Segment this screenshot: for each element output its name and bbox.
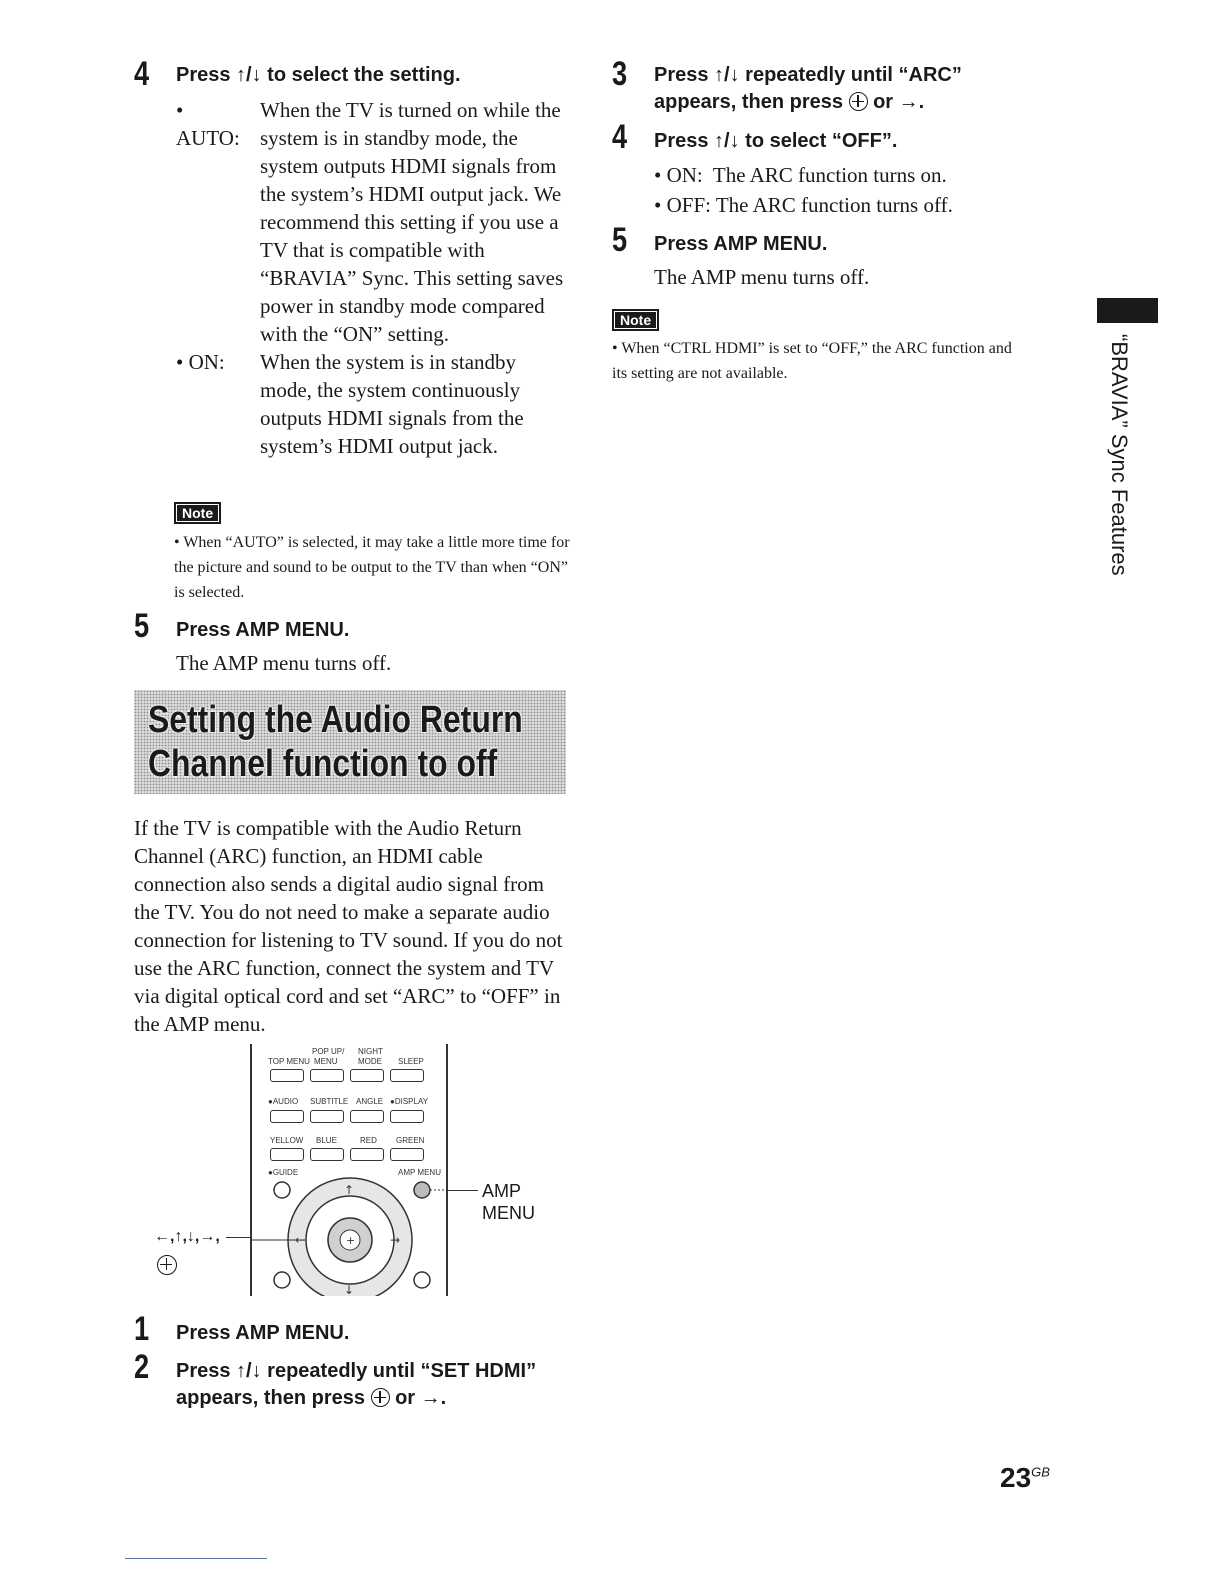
step-heading-part: or →. <box>873 91 925 113</box>
note-badge: Note <box>174 502 221 524</box>
option-list <box>176 96 568 460</box>
remote-label: SLEEP <box>398 1057 424 1066</box>
remote-label: YELLOW <box>270 1136 304 1145</box>
remote-label: RED <box>360 1136 377 1145</box>
remote-button[interactable] <box>350 1069 384 1082</box>
note-text: • When “CTRL HDMI” is set to “OFF,” the ARC function and its setting are not available. <box>612 340 1012 382</box>
remote-label: BLUE <box>316 1136 337 1145</box>
option-key: • AUTO: <box>176 98 240 150</box>
callout-line <box>226 1237 250 1238</box>
section-tab-marker <box>1097 298 1158 323</box>
option-desc: When the system is in standby mode, the system continuously outputs HDMI signals from the system’s HDMI output jack. <box>260 350 524 458</box>
enter-icon <box>157 1255 177 1277</box>
remote-button[interactable] <box>270 1110 304 1123</box>
section-title-line1: Setting the Audio Return <box>148 699 523 741</box>
step-heading: Press AMP MENU. <box>654 233 828 255</box>
remote-dpad-drawing <box>250 1174 448 1296</box>
step-number: 5 <box>134 607 150 645</box>
remote-label: GREEN <box>396 1136 425 1145</box>
section-banner <box>134 690 566 794</box>
remote-illustration <box>250 1044 450 1296</box>
option-desc: When the TV is turned on while the system is in standby mode, the system outputs HDMI signals from the system’s HDMI output jack. We recommend this setting if you use a TV that is compatible with “BRAVIA” Sync. This setting saves power in standby mode compared with the “ON” setting. <box>260 98 564 346</box>
option-on <box>176 348 568 460</box>
step-number: 4 <box>612 118 628 156</box>
enter-icon <box>371 1388 390 1407</box>
step-heading: Press ↑/↓ to select “OFF”. <box>654 130 898 152</box>
amp-menu-callout <box>482 1180 535 1224</box>
options-button[interactable] <box>414 1272 430 1288</box>
remote-label: SUBTITLE <box>310 1097 349 1106</box>
footer-rule <box>125 1558 267 1559</box>
remote-button[interactable] <box>310 1148 344 1161</box>
remote-label: ●GUIDE <box>268 1168 299 1177</box>
remote-label: TOP MENU <box>268 1057 310 1066</box>
step-heading-line <box>654 89 1054 116</box>
step-number: 4 <box>134 55 150 93</box>
note-badge: Note <box>612 309 659 331</box>
step-heading: Press ↑/↓ to select the setting. <box>176 64 461 86</box>
step-number: 5 <box>612 221 628 259</box>
remote-label: POP UP/ <box>312 1047 345 1056</box>
page-number-suffix: GB <box>1031 1464 1050 1480</box>
step-heading-part: appears, then press <box>654 91 843 113</box>
remote-label: ●DISPLAY <box>390 1097 429 1106</box>
callout-line2: MENU <box>482 1203 535 1223</box>
down-arrow-icon[interactable]: ↓ <box>344 1283 355 1296</box>
step-heading: Press AMP MENU. <box>176 1322 350 1344</box>
remote-button[interactable] <box>350 1110 384 1123</box>
remote-button[interactable] <box>310 1110 344 1123</box>
bullet-item: • ON: The ARC function turns on. <box>654 163 947 187</box>
option-auto <box>176 96 568 348</box>
remote-label: MODE <box>358 1057 382 1066</box>
remote-button[interactable] <box>270 1148 304 1161</box>
step-heading-part: or →. <box>395 1387 447 1409</box>
right-arrow-icon[interactable]: → <box>390 1233 401 1247</box>
step-heading <box>176 1358 576 1412</box>
callout-line <box>448 1190 478 1191</box>
remote-label: ●AUDIO <box>268 1097 299 1106</box>
remote-label: NIGHT <box>358 1047 383 1056</box>
step-number: 2 <box>134 1348 150 1386</box>
remote-button[interactable] <box>390 1069 424 1082</box>
remote-button[interactable] <box>350 1148 384 1161</box>
step-body: The AMP menu turns off. <box>654 265 870 289</box>
option-key: • ON: <box>176 350 225 374</box>
step-number: 3 <box>612 55 628 93</box>
section-title-line2: Channel function to off <box>148 743 498 785</box>
bullet-item: • OFF: The ARC function turns off. <box>654 193 953 217</box>
page-number-value: 23 <box>1000 1462 1032 1493</box>
page-number <box>1000 1462 1050 1494</box>
note-text: • When “AUTO” is selected, it may take a little more time for the picture and sound to be output to the TV than when “ON” is selected. <box>174 534 570 601</box>
amp-menu-button[interactable] <box>414 1182 430 1198</box>
step-number: 1 <box>134 1310 150 1348</box>
step-heading-line: Press ↑/↓ repeatedly until “SET HDMI” <box>176 1360 537 1382</box>
up-arrow-icon: + <box>346 1234 356 1247</box>
arrows-callout: ←,↑,↓,→, <box>154 1228 220 1245</box>
step-body: The AMP menu turns off. <box>176 651 392 675</box>
remote-label: MENU <box>314 1057 338 1066</box>
step-heading <box>654 62 1054 116</box>
remote-button[interactable] <box>390 1110 424 1123</box>
step-heading: Press AMP MENU. <box>176 619 350 641</box>
left-arrow-icon[interactable]: ← <box>295 1233 306 1247</box>
step-heading-line <box>176 1385 576 1412</box>
guide-button[interactable] <box>274 1182 290 1198</box>
remote-label: AMP MENU <box>398 1168 441 1177</box>
step-heading-line: Press ↑/↓ repeatedly until “ARC” <box>654 64 962 86</box>
step-heading-part: appears, then press <box>176 1387 365 1409</box>
remote-label: ANGLE <box>356 1097 384 1106</box>
return-button[interactable] <box>274 1272 290 1288</box>
remote-button[interactable] <box>310 1069 344 1082</box>
remote-button[interactable] <box>270 1069 304 1082</box>
intro-paragraph: If the TV is compatible with the Audio Return Channel (ARC) function, an HDMI cable connection also sends a digital audio signal from the TV. You do not need to make a separate audio connection for listening to TV sound. If you do not use the ARC function, connect the system and TV via digital optical cord and set “ARC” to “OFF” in the AMP menu. <box>134 816 563 1036</box>
remote-button[interactable] <box>390 1148 424 1161</box>
up-arrow-icon[interactable]: ↑ <box>344 1183 355 1197</box>
side-tab-label: “BRAVIA” Sync Features <box>1107 334 1132 576</box>
callout-line1: AMP <box>482 1181 522 1201</box>
enter-icon <box>849 92 868 111</box>
